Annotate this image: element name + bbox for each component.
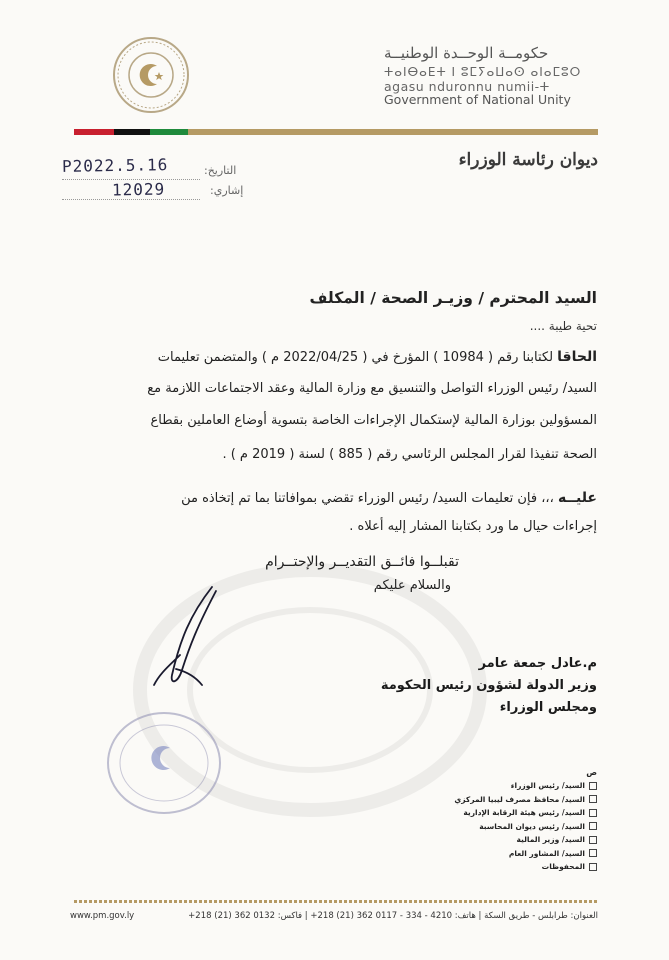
- signer-name: م.عادل جمعة عامر: [478, 656, 597, 671]
- flag-gold-line: [188, 129, 598, 135]
- date-value: P2022.5.16: [61, 155, 169, 176]
- official-stamp-icon: [104, 708, 224, 818]
- cc-item: [397, 779, 597, 793]
- footer-divider: [74, 900, 598, 903]
- checkbox-icon: [589, 863, 597, 871]
- handwritten-signature-icon: [150, 585, 230, 695]
- reference-value: 12029: [111, 179, 166, 200]
- paragraph-2-line-1: [67, 489, 597, 508]
- footer-website-link[interactable]: www.pm.gov.ly: [70, 911, 135, 921]
- flag-black-segment: [114, 129, 150, 135]
- cc-distribution-list: [397, 768, 597, 874]
- paragraph-1-line-4: الصحة تنفيذا لقرار المجلس الرئاسي رقم ( 885 ) لسنة ( 2019 م ) .: [222, 447, 597, 462]
- cc-item: [397, 806, 597, 820]
- addressee-line: السيد المحترم / وزيـر الصحة / المكلف: [309, 289, 597, 307]
- paragraph-1-lead: الحاقا: [557, 349, 597, 365]
- salam-line: والسلام عليكم: [373, 578, 451, 593]
- cc-item-text: المحفوظات: [541, 862, 585, 872]
- government-emblem-icon: [112, 36, 190, 114]
- reference-dotted-line: [62, 198, 200, 200]
- paragraph-1-line-2: السيد/ رئيس الوزراء التواصل والتنسيق مع وزارة المالية وعقد الاجتماعات اللازمة مع: [147, 381, 597, 396]
- checkbox-icon: [589, 849, 597, 857]
- cc-item-text: السيد/ محافظ مصرف ليبيا المركزي: [454, 794, 585, 804]
- signer-title-2: ومجلس الوزراء: [499, 700, 597, 715]
- paragraph-2-line-1-text: ،،، فإن تعليمات السيد/ رئيس الوزراء تقضي بموافاتنا بما تم إتخاذه من: [181, 491, 554, 506]
- cc-item-text: السيد/ وزير المالية: [516, 835, 585, 845]
- cc-title: ص: [586, 768, 597, 777]
- office-name: ديوان رئاسة الوزراء: [458, 150, 598, 170]
- checkbox-icon: [589, 795, 597, 803]
- footer-contact: [70, 911, 598, 921]
- checkbox-icon: [589, 836, 597, 844]
- cc-item: [397, 833, 597, 847]
- cc-item-text: السيد/ رئيس هيئة الرقابة الإدارية: [463, 808, 585, 818]
- paragraph-2-lead: عليــه: [557, 490, 597, 506]
- government-name-english: Government of National Unity: [384, 92, 571, 107]
- paragraph-1-line-1-text: لكتابنا رقم ( 10984 ) المؤرخ في ( 2022/04/25 م ) والمتضمن تعليمات: [157, 350, 554, 365]
- checkbox-icon: [589, 782, 597, 790]
- checkbox-icon: [589, 822, 597, 830]
- paragraph-1-line-1: [67, 348, 597, 367]
- cc-item: [397, 860, 597, 874]
- reference-label: إشاري:: [210, 184, 244, 197]
- government-title-block: [384, 44, 624, 107]
- paragraph-2-line-2: إجراءات حيال ما ورد بكتابنا المشار إليه أعلاه .: [349, 519, 597, 534]
- checkbox-icon: [589, 809, 597, 817]
- signer-title-1: وزير الدولة لشؤون رئيس الحكومة: [380, 678, 597, 693]
- greeting-line: تحية طيبة ....: [529, 319, 597, 333]
- flag-green-segment: [150, 129, 188, 135]
- libyan-flag-stripe: [74, 129, 598, 135]
- government-name-arabic: حكومــة الوحــدة الوطنيــة: [384, 44, 549, 62]
- footer-address: العنوان: طرابلس - طريق السكة | هاتف: 4210 - 334 - 0117 362 (21) 218+ | فاكس: 0132 362 (21) 218+: [188, 911, 598, 921]
- government-name-tifinagh: ⵜⴰⵏⴱⴰⴹⵜ ⵏ ⵓⵎⵢⴰⵡⴰⵙ ⴰⵏⴰⵎⵓⵔ: [384, 65, 582, 79]
- cc-item-text: السيد/ رئيس الوزراء: [510, 781, 585, 791]
- cc-item: [397, 847, 597, 861]
- date-label: التاريخ:: [204, 164, 237, 177]
- cc-item-text: السيد/ المشاور العام: [508, 848, 585, 858]
- flag-red-segment: [74, 129, 114, 135]
- closing-line: تقبلــوا فائــق التقديــر والإحتــرام: [265, 554, 459, 570]
- cc-item-text: السيد/ رئيس ديوان المحاسبة: [479, 821, 585, 831]
- cc-item: [397, 793, 597, 807]
- paragraph-1-line-3: المسؤولين بوزارة المالية لإستكمال الإجراءات الخاصة بتسوية أوضاع العاملين بقطاع: [150, 413, 597, 428]
- government-name-amazigh-latin: agasu nduronnu numii-ⵜ: [384, 79, 550, 94]
- cc-item: [397, 820, 597, 834]
